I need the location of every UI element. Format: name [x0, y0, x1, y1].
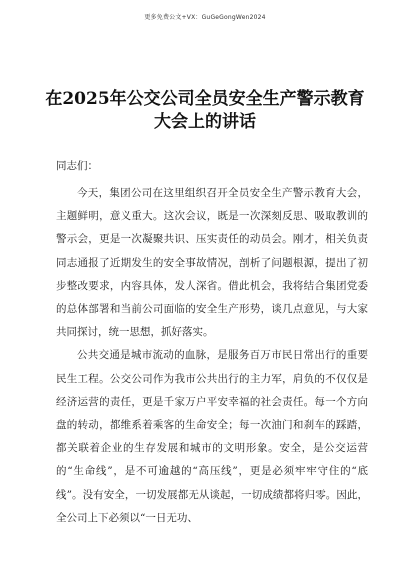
header-note: 更多免费公文+VX：GuGeGongWen2024: [144, 14, 266, 21]
salutation: 同志们：: [56, 160, 98, 172]
paragraph: 今天，集团公司在这里组织召开全员安全生产警示教育大会，主题鲜明，意义重大。这次会议，既是一次深刻反思、吸取教训的警示会，更是一次凝聚共识、压实责任的动员会。刚才，相关负责同志通报了近期发生的安全事故情况，剖析了问题根源，提出了初步整改要求，内容具体，发人深省。借此机会，我将结合集团党委的总体部署和当前公司面临的安全生产形势，谈几点意见，与大家共同探讨，统一思想，抓好落实。: [56, 187, 368, 339]
paragraph: 公共交通是城市流动的血脉，是服务百万市民日常出行的重要民生工程。公交公司作为我市公共出行的主力军，肩负的不仅仅是经济运营的责任，更是千家万户平安幸福的社会责任。每一个方向盘的转动，都维系着乘客的生命安全；每一次油门和刹车的踩踏，都关联着企业的生存发展和城市的文明形象。安全，是公交运营的“生命线”，是不可逾越的“高压线”，更是必须牢牢守住的“底线”。没有安全，一切发展都无从谈起，一切成绩都将归零。因此，全公司上下必须以“一日无功、: [56, 349, 368, 524]
document-title: 在2025年公交公司全员安全生产警示教育大会上的讲话: [45, 89, 365, 132]
document-body: [56, 182, 368, 530]
